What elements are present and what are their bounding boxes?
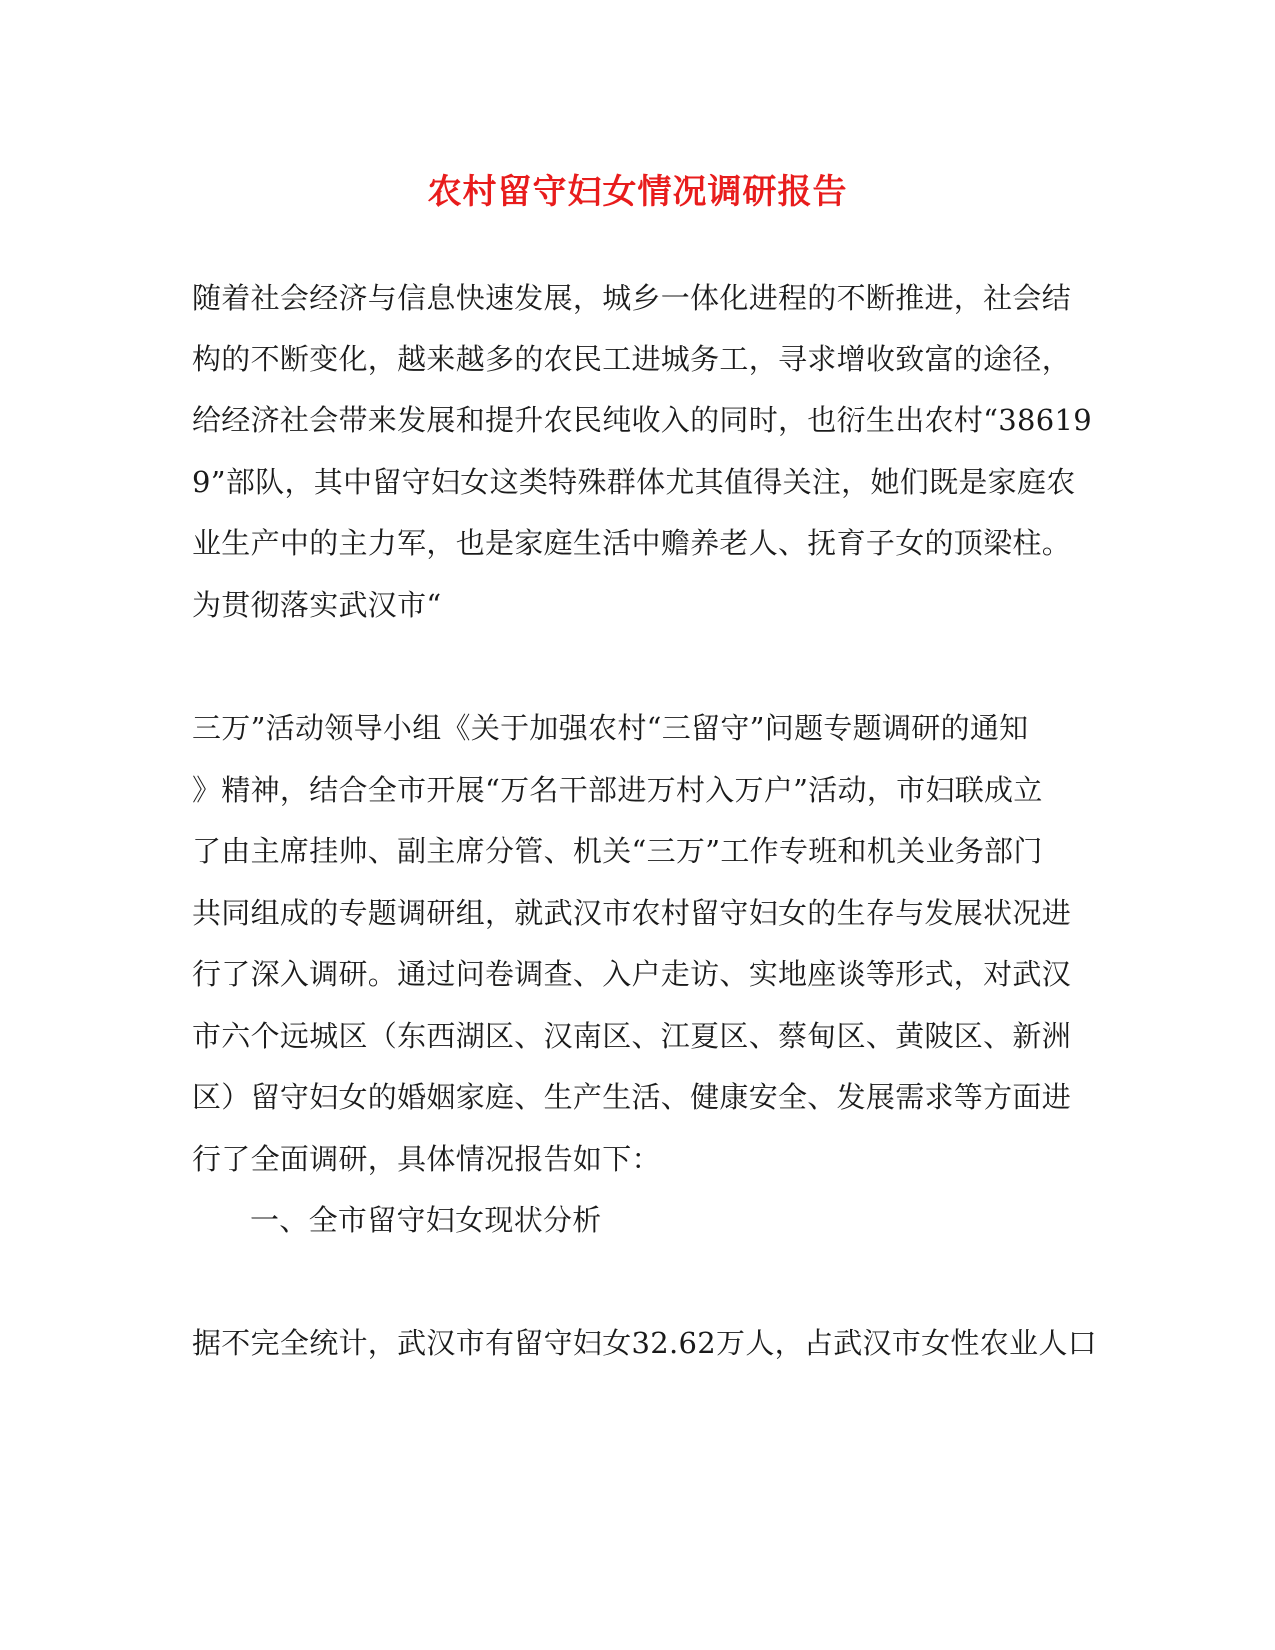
paragraph-line: 业生产中的主力军，也是家庭生活中赡养老人、抚育子女的顶梁柱。 <box>192 526 1072 560</box>
paragraph-line: 为贯彻落实武汉市“ <box>192 588 442 622</box>
paragraph-line: 共同组成的专题调研组，就武汉市农村留守妇女的生存与发展状况进 <box>192 896 1072 930</box>
section-heading: 一、全市留守妇女现状分析 <box>250 1203 602 1237</box>
paragraph-line: 随着社会经济与信息快速发展，城乡一体化进程的不断推进，社会结 <box>192 281 1072 315</box>
paragraph-line: 据不完全统计，武汉市有留守妇女32.62万人，占武汉市女性农业人口 <box>192 1326 1097 1360</box>
paragraph-line: 三万”活动领导小组《关于加强农村“三留守”问题专题调研的通知 <box>192 711 1029 745</box>
paragraph-line: 9”部队，其中留守妇女这类特殊群体尤其值得关注，她们既是家庭农 <box>192 465 1076 499</box>
document-title: 农村留守妇女情况调研报告 <box>427 172 848 212</box>
paragraph-line: 市六个远城区（东西湖区、汉南区、江夏区、蔡甸区、黄陂区、新洲 <box>192 1019 1072 1053</box>
paragraph-line: 构的不断变化，越来越多的农民工进城务工，寻求增收致富的途径， <box>192 342 1072 376</box>
paragraph-line: 区）留守妇女的婚姻家庭、生产生活、健康安全、发展需求等方面进 <box>192 1080 1072 1114</box>
paragraph-line: 行了深入调研。通过问卷调查、入户走访、实地座谈等形式，对武汉 <box>192 957 1072 991</box>
paragraph-line: 》精神，结合全市开展“万名干部进万村入万户”活动，市妇联成立 <box>192 773 1043 807</box>
paragraph-line: 行了全面调研，具体情况报告如下： <box>192 1142 661 1176</box>
paragraph-line: 给经济社会带来发展和提升农民纯收入的同时，也衍生出农村“38619 <box>192 403 1092 437</box>
paragraph-line: 了由主席挂帅、副主席分管、机关“三万”工作专班和机关业务部门 <box>192 834 1043 868</box>
